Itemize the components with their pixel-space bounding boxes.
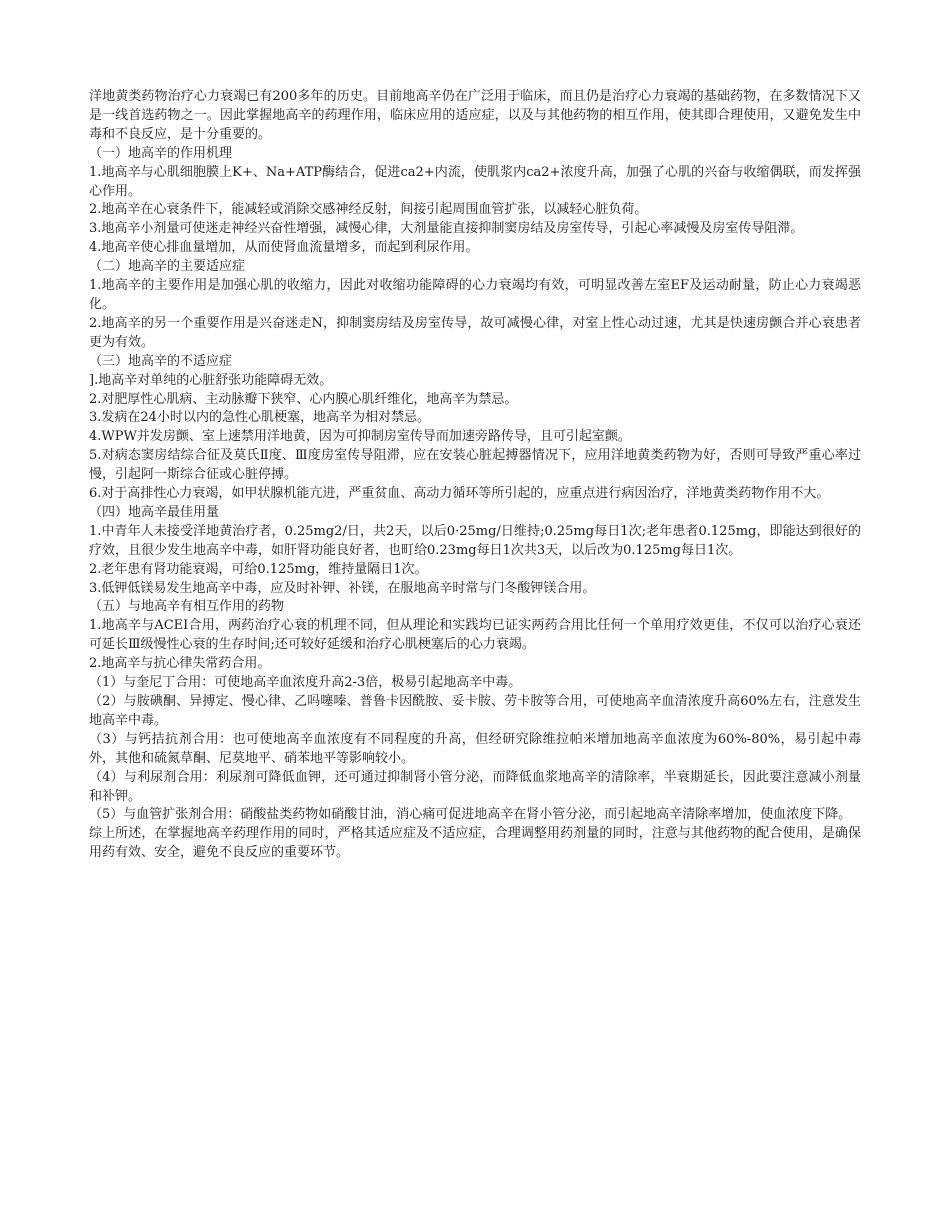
paragraph: 2.老年患有肾功能衰竭，可给0.125mg，维持量隔日1次。 bbox=[89, 561, 428, 577]
paragraph: 6.对于高排性心力衰竭，如甲状腺机能亢进，严重贫血、高动力循环等所引起的，应重点进行病因治疗，洋地黄类药物作用不大。 bbox=[89, 486, 830, 502]
paragraph: 1.地高辛的主要作用是加强心肌的收缩力，因此对收缩功能障碍的心力衰竭均有效，可明显改善左室EF及运动耐量，防止心力衰竭恶化。 bbox=[89, 278, 861, 312]
paragraph: 2.地高辛在心衰条件下，能减轻或消除交感神经反射，间接引起周围血管扩张，以减轻心脏负荷。 bbox=[89, 202, 648, 218]
paragraph: （2）与胺碘酮、异搏定、慢心律、乙吗噻嗪、普鲁卡因酰胺、妥卡胺、劳卡胺等合用，可使地高辛血清浓度升高60%左右，注意发生地高辛中毒。 bbox=[89, 694, 861, 728]
paragraph: （3）与钙拮抗剂合用：也可使地高辛血浓度有不同程度的升高，但经研究除维拉帕米增加地高辛血浓度为60%-80%，易引起中毒外，其他和硫氮草酮、尼莫地平、硝苯地平等影响较小。 bbox=[89, 731, 861, 766]
paragraph: 1.中青年人未接受洋地黄治疗者，0.25mg2/日，共2天，以后0·25mg/日维持;0.25mg每日1次;老年患者0.125mg，即能达到很好的疗效，且很少发生地高辛中毒，如肝肾功能良好者，也町给0.23mg每日1次共3天，以后改为0.125mg每日1次。 bbox=[89, 523, 861, 558]
paragraph: 1.地高辛与ACEI合用，两药治疗心衰的机理不同，但从理论和实践均已证实两药合用比任何一个单用疗效更佳，不仅可以治疗心衰还可延长Ⅲ级慢性心衰的生存时间;还可较好延缓和治疗心肌梗塞后的心力衰竭。 bbox=[89, 618, 861, 653]
conclusion-paragraph: 综上所述，在掌握地高辛药理作用的同时，严格其适应症及不适应症，合理调整用药剂量的同时，注意与其他药物的配合使用，是确保用药有效、安全，避免不良反应的重要环节。 bbox=[89, 826, 861, 861]
paragraph: 2.地高辛的另一个重要作用是兴奋迷走N，抑制窦房结及房室传导，故可减慢心律，对室上性心动过速，尤其是快速房颤合并心衰患者更为有效。 bbox=[89, 315, 861, 350]
paragraph: ].地高辛对单纯的心脏舒张功能障碍无效。 bbox=[89, 372, 333, 388]
paragraph: 2.地高辛与抗心律失常药合用。 bbox=[89, 656, 271, 672]
paragraph: 5.对病态窦房结综合征及莫氏Ⅱ度、Ⅲ度房室传导阻滞，应在安装心脏起搏器情况下，应用洋地黄类药物为好，否则可导致严重心率过慢，引起阿一斯综合征或心脏停搏。 bbox=[89, 448, 861, 483]
paragraph: 2.对肥厚性心肌病、主动脉瓣下狭窄、心内膜心肌纤维化，地高辛为禁忌。 bbox=[89, 391, 518, 407]
section-heading-mechanism: （一）地高辛的作用机理 bbox=[89, 145, 233, 161]
paragraph: （4）与利尿剂合用：利尿剂可降低血钾，还可通过抑制肾小管分泌，而降低血浆地高辛的清除率，半衰期延长，因此要注意减小剂量和补钾。 bbox=[89, 769, 861, 804]
paragraph: （1）与奎尼丁合用：可使地高辛血浓度升高2-3倍，极易引起地高辛中毒。 bbox=[89, 675, 522, 691]
paragraph: （5）与血管扩张剂合用：硝酸盐类药物如硝酸甘油，消心痛可促进地高辛在肾小管分泌，而引起地高辛清除率增加，使血浓度下降。 bbox=[89, 807, 852, 823]
section-heading-interactions: （五）与地高辛有相互作用的药物 bbox=[89, 599, 285, 615]
section-heading-dosage: （四）地高辛最佳用量 bbox=[89, 504, 220, 520]
section-heading-contraindications: （三）地高辛的不适应症 bbox=[89, 353, 233, 369]
paragraph: 3.低钾低镁易发生地高辛中毒，应及时补钾、补镁，在服地高辛时常与门冬酸钾镁合用。 bbox=[89, 580, 596, 596]
paragraph: 4.WPW并发房颤、室上速禁用洋地黄，因为可抑制房室传导而加速旁路传导，且可引起室颤。 bbox=[89, 429, 631, 445]
paragraph: 3.地高辛小剂量可使迷走神经兴奋性增强，减慢心律，大剂量能直接抑制窦房结及房室传导，引起心率减慢及房室传导阻滞。 bbox=[89, 221, 804, 237]
paragraph: 1.地高辛与心肌细胞膜上K+、Na+ATP酶结合，促进ca2+内流，使肌浆内ca2+浓度升高，加强了心肌的兴奋与收缩偶联，而发挥强心作用。 bbox=[89, 164, 861, 199]
paragraph: 4.地高辛使心排血量增加，从而使肾血流量增多，而起到利尿作用。 bbox=[89, 240, 479, 256]
paragraph: 3.发病在24小时以内的急性心肌梗塞，地高辛为相对禁忌。 bbox=[89, 410, 430, 426]
intro-paragraph: 洋地黄类药物治疗心力衰竭已有200多年的历史。目前地高辛仍在广泛用于临床，而且仍是治疗心力衰竭的基础药物，在多数情况下又是一线首选药物之一。因此掌握地高辛的药理作用，临床应用的适应症，以及与其他药物的相互作用，使其即合理使用，又避免发生中毒和不良反应，是十分重要的。 bbox=[89, 89, 861, 142]
section-heading-indications: （二）地高辛的主要适应症 bbox=[89, 259, 246, 275]
document-body bbox=[89, 88, 861, 863]
